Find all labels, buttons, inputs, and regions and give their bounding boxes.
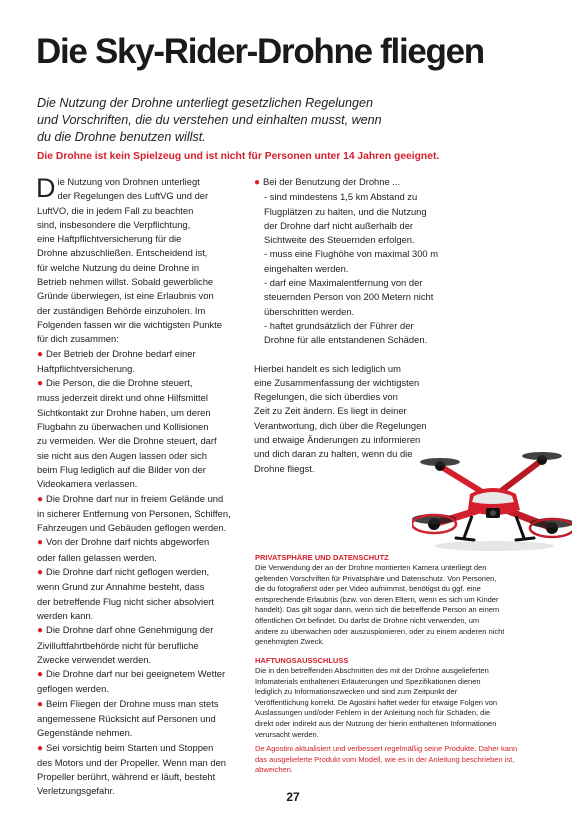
text-line: sind, insbesondere die Verpflichtung, — [37, 218, 191, 230]
text-line — [37, 551, 247, 565]
text-span: der betreffende Flug nicht sicher absolviert — [37, 595, 215, 607]
liability-heading: HAFTUNGSAUSSCHLUSS — [255, 656, 349, 665]
page-number: 27 — [286, 790, 300, 804]
text-line: Regelungen, die sich überdies von — [254, 391, 398, 403]
text-line: Die in den betreffenden Abschnitten des mit der Drohne ausgelieferten — [255, 666, 489, 675]
text-line: Drohne abzuschließen. Entscheidend ist, — [37, 247, 208, 259]
text-span: sie nicht aus den Augen lassen oder sich — [37, 449, 207, 461]
text-span: Beim Fliegen der Drohne muss man stets — [46, 697, 219, 709]
right-column — [254, 175, 449, 476]
text-span: muss jederzeit direkt und ohne Hilfsmittel — [37, 392, 208, 404]
text-span: oder fallen gelassen werden. — [37, 551, 157, 563]
text-line: andere zu überwachen oder auszuspionieren, oder zu einem anderen nicht — [255, 626, 505, 636]
text-span: Gegenstände nehmen. — [37, 727, 133, 739]
text-line — [37, 595, 247, 609]
text-line — [37, 507, 247, 521]
text-span: Fahrzeugen und Gebäuden geflogen werden. — [37, 522, 227, 534]
text-span: beim Flug lediglich auf die Bilder von der — [37, 463, 206, 475]
text-line: öffentlichen Ort befindet. Du darfst die Drohne nicht verwenden, um — [255, 615, 480, 625]
text-line: Verantwortung, dich über die Regelungen — [254, 419, 427, 431]
text-span: angemessene Rücksicht auf Personen und — [37, 712, 216, 724]
text-line: - muss eine Flughöhe von maximal 300 m — [264, 248, 439, 260]
list-item — [37, 376, 247, 491]
text-line: - sind mindestens 1,5 km Abstand zu — [264, 191, 418, 203]
text-line — [37, 756, 247, 770]
text-line: De Agostini aktualisiert und verbessert regelmäßig seine Produkte. Daher kann — [255, 744, 518, 753]
text-line: der zuständigen Behörde einzuholen. Im — [37, 304, 206, 316]
text-line: verursacht werden. — [255, 729, 319, 739]
bullet-icon: ● — [37, 625, 44, 637]
text-span: Die Drohne darf nur in freiem Gelände und — [46, 492, 224, 504]
text-line — [37, 492, 247, 507]
text-line: geltenden Vorschriften für Privatsphäre und Datenschutz. Von Personen, — [255, 573, 497, 583]
text-line: ie Nutzung von Drohnen unterliegt — [57, 176, 200, 187]
liability-section — [255, 655, 560, 740]
text-line: für dich zusammen: — [37, 333, 119, 345]
drop-cap: D — [36, 173, 56, 203]
privacy-text — [255, 563, 560, 648]
text-span: Die Drohne darf ohne Genehmigung der — [46, 624, 214, 636]
text-line: Flugplätzen zu halten, und die Nutzung — [264, 205, 427, 217]
text-line: genehmigten Zweck. — [255, 637, 325, 647]
text-line: und etwaige Änderungen zu informieren — [254, 434, 421, 446]
intro-line: und Vorschriften, die du verstehen und einhalten musst, wenn — [37, 113, 382, 127]
text-line: eine Zusammenfassung der wichtigsten — [254, 376, 420, 388]
text-line: und dich daran zu halten, wenn du die — [254, 448, 413, 460]
text-line — [37, 463, 247, 477]
age-warning: Die Drohne ist kein Spielzeug und ist nicht für Personen unter 14 Jahren geeignet. — [37, 151, 440, 162]
text-line: eine Haftpflichtversicherung für die — [37, 233, 182, 245]
text-span: Zivilluftfahrtbehörde nicht für berufliche — [37, 639, 199, 651]
usage-rules — [254, 175, 449, 190]
list-item — [37, 492, 247, 536]
bullet-icon: ● — [37, 742, 44, 754]
bullet-icon: ● — [37, 378, 44, 390]
left-column — [37, 175, 247, 799]
text-line: lediglich zu Informationszwecken und sind zum Zeitpunkt der — [255, 687, 458, 697]
rules-list — [37, 347, 247, 799]
text-line: Zeit zu Zeit ändern. Es liegt in deiner — [254, 405, 407, 417]
product-update-note — [255, 744, 560, 776]
bullet-icon: ● — [37, 698, 44, 710]
intro-text — [37, 95, 457, 146]
privacy-heading: PRIVATSPHÄRE UND DATENSCHUTZ — [255, 553, 389, 562]
intro-line: Die Nutzung der Drohne unterliegt gesetzlichen Regelungen — [37, 96, 374, 110]
text-line — [37, 406, 247, 420]
text-span: Die Person, die die Drohne steuert, — [46, 377, 193, 389]
text-span: geflogen werden. — [37, 683, 109, 695]
text-span: Die Drohne darf nicht geflogen werden, — [46, 566, 210, 578]
bullet-icon: ● — [254, 177, 261, 188]
usage-rules-lines — [254, 190, 449, 347]
text-line — [37, 682, 247, 696]
intro-paragraph — [37, 175, 247, 347]
text-line: LuftVO, die in jedem Fall zu beachten — [37, 204, 194, 216]
text-line — [37, 726, 247, 740]
bullet-icon: ● — [37, 669, 44, 681]
text-span: wenn Grund zur Annahme besteht, dass — [37, 581, 205, 593]
usage-heading: Bei der Benutzung der Drohne ... — [263, 176, 401, 187]
text-line: steuernden Person von 200 Metern nicht — [264, 291, 434, 303]
text-line: das ausgelieferte Produkt vom Modell, wie es in der Anleitung beschrieben ist, — [255, 754, 515, 764]
text-line: Folgenden fassen wir die wichtigsten Punkte — [37, 318, 223, 330]
text-line: für welche Nutzung du deine Drohne in — [37, 261, 200, 273]
text-span: Verletzungsgefahr. — [37, 785, 115, 797]
text-span: Propeller berührt, während er läuft, besteht — [37, 771, 216, 783]
text-line: - darf eine Maximalentfernung von der — [264, 277, 423, 289]
text-line: entsprechende Erlaubnis (bzw. von deren Eltern, wenn es sich um Kinder — [255, 594, 499, 604]
text-span: in sicherer Entfernung von Personen, Schiffen, — [37, 507, 231, 519]
list-item — [37, 667, 247, 697]
text-line — [37, 639, 247, 653]
text-line: Die Verwendung der an der Drohne montierten Kamera unterliegt den — [255, 563, 487, 572]
text-line: Hierbei handelt es sich lediglich um — [254, 362, 401, 374]
text-line: die du fotografierst oder per Video aufnimmst, benötigst du ggf. eine — [255, 584, 481, 594]
text-line — [37, 697, 247, 712]
text-line — [37, 391, 247, 405]
text-line — [37, 449, 247, 463]
text-span: Die Drohne darf nur bei geeignetem Wetter — [46, 668, 226, 680]
text-line — [37, 420, 247, 434]
text-span: Sei vorsichtig beim Starten und Stoppen — [46, 741, 214, 753]
text-span: Zwecke verwendet werden. — [37, 653, 152, 665]
text-line — [37, 609, 247, 623]
text-line: Betrieb nehmen willst. Sobald gewerbliche — [37, 276, 214, 288]
text-span: des Motors und der Propeller. Wenn man den — [37, 756, 226, 768]
text-line — [37, 712, 247, 726]
liability-text — [255, 666, 560, 740]
intro-line: du die Drohne benutzen willst. — [37, 130, 206, 144]
text-span: Sichtkontakt zur Drohne haben, um deren — [37, 406, 211, 418]
text-line — [37, 347, 247, 362]
text-line — [37, 623, 247, 638]
text-line — [37, 535, 247, 550]
text-line — [37, 741, 247, 756]
text-line — [37, 362, 247, 376]
drone-image — [412, 446, 572, 556]
text-line: - haftet grundsätzlich der Führer der — [264, 319, 414, 331]
text-line: direkt oder indirekt aus der Nutzung der hierin enthaltenen Informationen — [255, 718, 497, 728]
page-title: Die Sky-Rider-Drohne fliegen — [36, 32, 484, 71]
list-item — [37, 535, 247, 565]
text-line: der Drohne darf nicht außerhalb der — [264, 219, 414, 231]
text-line: Veröffentlichung korrekt. De Agostini haftet weder für etwaige Folgen von — [255, 697, 498, 707]
text-line: Drohne für alle entstandenen Schäden. — [264, 334, 428, 346]
text-line: handelt). Das gilt sogar dann, wenn sich die betreffende Person an einem — [255, 605, 500, 615]
bullet-icon: ● — [37, 537, 44, 549]
text-line — [37, 667, 247, 682]
bullet-icon: ● — [37, 493, 44, 505]
text-line: abweichen. — [255, 765, 293, 775]
text-line — [37, 477, 247, 491]
text-line — [37, 434, 247, 448]
bullet-icon: ● — [37, 348, 44, 360]
text-line: Auslassungen und/oder Fehlern in der Anleitung noch für Schäden, die — [255, 708, 491, 718]
list-item — [37, 697, 247, 741]
text-line: überschritten werden. — [264, 305, 355, 317]
intro-paragraph-lines — [37, 175, 247, 347]
text-line — [37, 565, 247, 580]
text-span: werden kann. — [37, 609, 94, 621]
text-line — [37, 521, 247, 535]
text-line: Gründe überwiegen, ist eine Erlaubnis von — [37, 290, 214, 302]
text-line: Sichtweite des Steuernden erfolgen. — [264, 234, 415, 246]
text-line: der Regelungen des LuftVG und der — [57, 190, 209, 202]
bullet-icon: ● — [37, 567, 44, 579]
text-line — [37, 376, 247, 391]
text-line — [37, 653, 247, 667]
text-line — [37, 580, 247, 594]
text-span: zu vermeiden. Wer die Drohne steuert, darf — [37, 435, 217, 447]
list-item — [37, 565, 247, 623]
text-span: Flugbahn zu überwachen und Kollisionen — [37, 421, 209, 433]
text-span: Haftpflichtversicherung. — [37, 362, 135, 374]
text-span: Videokamera verlassen. — [37, 478, 138, 490]
text-line — [37, 770, 247, 784]
text-span: Der Betrieb der Drohne bedarf einer — [46, 347, 196, 359]
text-span: Von der Drohne darf nichts abgeworfen — [46, 536, 210, 548]
text-line: Drohne fliegst. — [254, 462, 315, 474]
privacy-section — [255, 552, 560, 648]
list-item — [37, 623, 247, 667]
text-line: eingehalten werden. — [264, 262, 349, 274]
list-item — [37, 347, 247, 377]
text-line: Infomaterials enthaltenen Erläuterungen und Spezifikationen dienen — [255, 676, 481, 686]
